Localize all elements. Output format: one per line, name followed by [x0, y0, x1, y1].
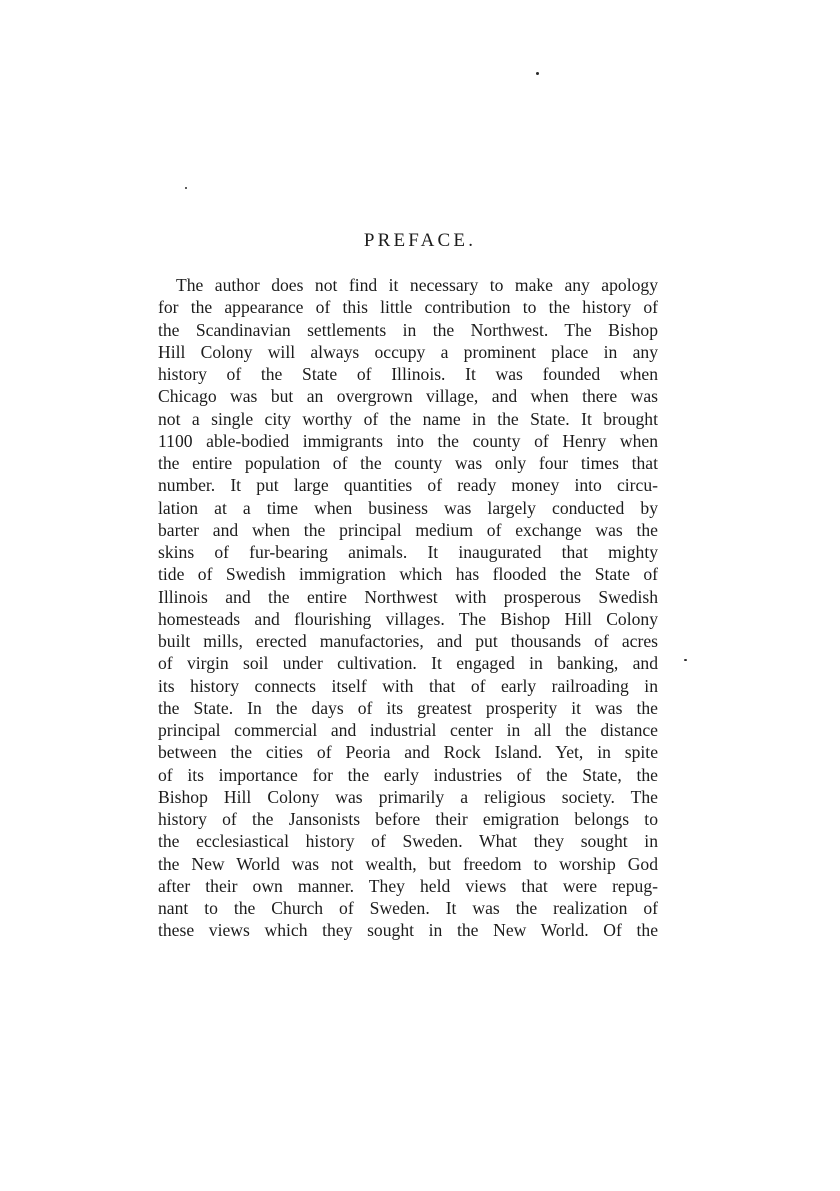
text-line: barter and when the principal medium of exchange was the: [158, 519, 658, 540]
text-line: for the appearance of this little contribution to the history of: [158, 297, 658, 318]
text-line: Chicago was but an overgrown village, and when there was: [158, 386, 658, 407]
text-line: the ecclesiastical history of Sweden. What they sought in: [158, 831, 658, 852]
text-line: Bishop Hill Colony was primarily a religious society. The: [158, 786, 658, 807]
text-line: homesteads and flourishing villages. The Bishop Hill Colony: [158, 608, 658, 629]
ink-speck: [536, 72, 539, 75]
text-line: tide of Swedish immigration which has flooded the State of: [158, 564, 658, 585]
text-line: of virgin soil under cultivation. It engaged in banking, and: [158, 653, 658, 674]
text-line: Hill Colony will always occupy a prominent place in any: [158, 341, 658, 362]
text-line: nant to the Church of Sweden. It was the realization of: [158, 898, 658, 918]
text-line: of its importance for the early industries of the State, the: [158, 764, 658, 785]
text-line: number. It put large quantities of ready money into circu-: [158, 475, 658, 496]
text-line: principal commercial and industrial center in all the distance: [158, 720, 658, 740]
chapter-heading: PREFACE.: [363, 230, 477, 251]
text-line: skins of fur-bearing animals. It inaugurated that mighty: [158, 542, 658, 562]
text-line: not a single city worthy of the name in the State. It brought: [158, 408, 658, 429]
text-line: history of the State of Illinois. It was founded when: [158, 364, 658, 384]
text-line: the State. In the days of its greatest prosperity it was the: [158, 697, 658, 718]
text-line: between the cities of Peoria and Rock Island. Yet, in spite: [158, 742, 658, 763]
preface-body: [158, 274, 658, 942]
text-line: 1100 able-bodied immigrants into the county of Henry when: [158, 430, 658, 451]
text-line: the New World was not wealth, but freedom to worship God: [158, 853, 658, 874]
text-line: these views which they sought in the New World. Of the: [158, 920, 658, 941]
text-line: after their own manner. They held views that were repug-: [158, 875, 658, 896]
text-line: the entire population of the county was only four times that: [158, 453, 658, 473]
text-line: lation at a time when business was largely conducted by: [158, 497, 658, 518]
ink-speck: [684, 659, 687, 661]
text-line: built mills, erected manufactories, and put thousands of acres: [158, 631, 658, 651]
text-line: the Scandinavian settlements in the Northwest. The Bishop: [158, 319, 658, 340]
ink-speck: [185, 187, 187, 189]
text-line: The author does not find it necessary to make any apology: [176, 275, 658, 295]
text-line: history of the Jansonists before their emigration belongs to: [158, 809, 658, 829]
text-line: Illinois and the entire Northwest with prosperous Swedish: [158, 586, 658, 607]
text-line: its history connects itself with that of early railroading in: [158, 675, 658, 696]
